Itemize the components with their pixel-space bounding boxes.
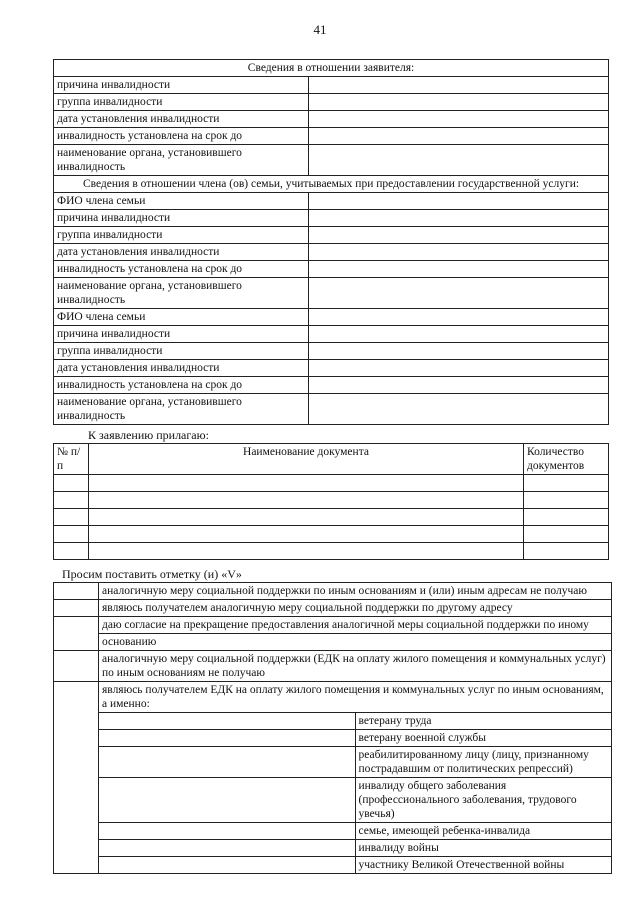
field-label: ФИО члена семьи (54, 309, 309, 326)
col-count-header: Количество документов (524, 444, 609, 475)
field-value[interactable] (309, 244, 609, 261)
col-name-header: Наименование документа (89, 444, 524, 475)
sub-checkbox-cell[interactable] (99, 823, 356, 840)
sub-option: инвалиду общего заболевания (профессионального заболевания, трудового увечья) (355, 778, 612, 823)
sub-option: реабилитированному лицу (лицу, признанному пострадавшим от политических репрессий) (355, 747, 612, 778)
disability-info-table (53, 59, 609, 425)
mark-option: являюсь получателем аналогичную меру социальной поддержки по другому адресу (99, 600, 612, 617)
field-value[interactable] (309, 145, 609, 176)
field-value[interactable] (309, 309, 609, 326)
field-value[interactable] (309, 394, 609, 425)
marks-table (53, 582, 612, 874)
field-label: инвалидность установлена на срок до (54, 261, 309, 278)
field-value[interactable] (309, 111, 609, 128)
field-value[interactable] (309, 360, 609, 377)
field-label: наименование органа, установившего инвалидность (54, 145, 309, 176)
field-label: инвалидность установлена на срок до (54, 128, 309, 145)
sub-option: участнику Великой Отечественной войны (355, 857, 612, 874)
marks-caption: Просим поставить отметку (и) «V» (62, 567, 242, 581)
field-label: группа инвалидности (54, 94, 309, 111)
sub-option: ветерану труда (355, 713, 612, 730)
sub-option: семье, имеющей ребенка-инвалида (355, 823, 612, 840)
col-number-header: № п/п (54, 444, 89, 475)
field-label: ФИО члена семьи (54, 193, 309, 210)
field-value[interactable] (309, 377, 609, 394)
field-value[interactable] (309, 193, 609, 210)
field-label: группа инвалидности (54, 227, 309, 244)
sub-checkbox-cell[interactable] (99, 747, 356, 778)
mark-option: даю согласие на прекращение предоставления аналогичной меры социальной поддержки по иному (99, 617, 612, 634)
checkbox-cell[interactable] (54, 600, 99, 617)
sub-checkbox-cell[interactable] (99, 778, 356, 823)
page-number: 41 (313, 22, 327, 37)
mark-option: являюсь получателем ЕДК на оплату жилого помещения и коммунальных услуг по иным основаниям, а именно: (99, 682, 612, 713)
field-label: инвалидность установлена на срок до (54, 377, 309, 394)
sub-checkbox-cell[interactable] (99, 713, 356, 730)
mark-option-cont: основанию (99, 634, 612, 651)
sub-checkbox-cell[interactable] (99, 857, 356, 874)
attachments-table (53, 443, 609, 560)
mark-option: аналогичную меру социальной поддержки по иным основаниям и (или) иным адресам не получаю (99, 583, 612, 600)
table-row (54, 543, 609, 560)
field-value[interactable] (309, 261, 609, 278)
field-value[interactable] (309, 227, 609, 244)
checkbox-cell[interactable] (54, 682, 99, 874)
table-row (54, 475, 609, 492)
field-value[interactable] (309, 77, 609, 94)
checkbox-cell[interactable] (54, 651, 99, 682)
table-row (54, 526, 609, 543)
applicant-heading: Сведения в отношении заявителя: (54, 60, 609, 77)
field-label: наименование органа, установившего инвалидность (54, 394, 309, 425)
checkbox-cell[interactable] (54, 583, 99, 600)
field-label: причина инвалидности (54, 77, 309, 94)
field-label: дата установления инвалидности (54, 111, 309, 128)
field-label: причина инвалидности (54, 326, 309, 343)
checkbox-cell[interactable] (54, 617, 99, 651)
table-row (54, 492, 609, 509)
field-value[interactable] (309, 343, 609, 360)
sub-option: инвалиду войны (355, 840, 612, 857)
field-value[interactable] (309, 210, 609, 227)
field-label: дата установления инвалидности (54, 360, 309, 377)
field-label: дата установления инвалидности (54, 244, 309, 261)
field-value[interactable] (309, 326, 609, 343)
field-value[interactable] (309, 128, 609, 145)
attachments-caption: К заявлению прилагаю: (88, 428, 209, 442)
sub-checkbox-cell[interactable] (99, 730, 356, 747)
sub-checkbox-cell[interactable] (99, 840, 356, 857)
field-label: группа инвалидности (54, 343, 309, 360)
field-label: причина инвалидности (54, 210, 309, 227)
sub-option: ветерану военной службы (355, 730, 612, 747)
mark-option: аналогичную меру социальной поддержки (ЕДК на оплату жилого помещения и коммунальных услуг) по иным основаниям не получаю (99, 651, 612, 682)
field-value[interactable] (309, 278, 609, 309)
table-row (54, 509, 609, 526)
field-value[interactable] (309, 94, 609, 111)
family-heading: Сведения в отношении члена (ов) семьи, учитываемых при предоставлении государственной услуги: (54, 176, 609, 193)
field-label: наименование органа, установившего инвалидность (54, 278, 309, 309)
